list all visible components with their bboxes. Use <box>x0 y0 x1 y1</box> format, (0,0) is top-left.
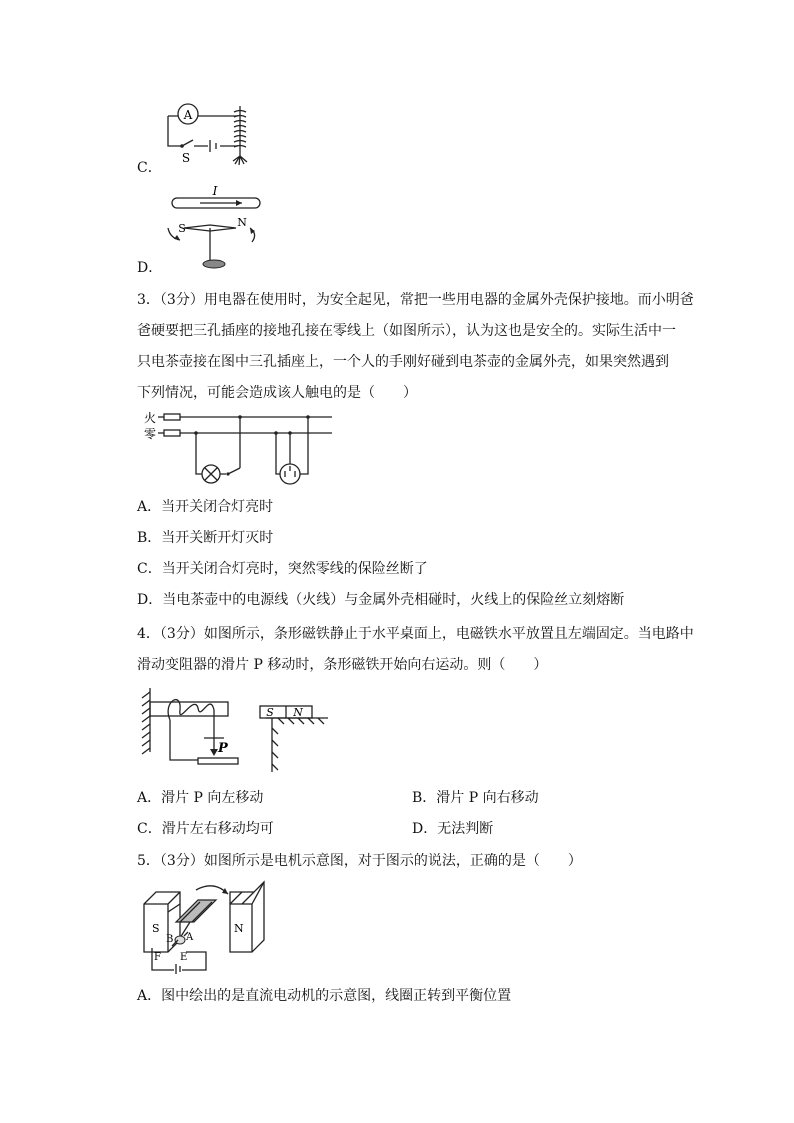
motor-north-label: N <box>234 922 244 935</box>
q3-line-1: 3．（3分）用电器在使用时，为安全起见，常把一些用电器的金属外壳保护接地。而小明爸 <box>137 292 694 308</box>
magnet-north-label: N <box>293 706 303 719</box>
live-wire-label: 火 <box>144 411 157 425</box>
option-d-label: D． <box>137 260 163 276</box>
q3-line-2: 爸硬要把三孔插座的接地孔接在零线上（如图所示），认为这也是安全的。实际生活中一 <box>137 323 676 339</box>
ammeter-symbol: A <box>183 108 193 122</box>
q4-option-d: D．无法判断 <box>412 821 494 837</box>
current-label: I <box>212 184 218 198</box>
motor-south-label: S <box>152 922 160 935</box>
ring-e-label: E <box>180 952 188 963</box>
north-pole-label: N <box>237 216 247 229</box>
brush-a-label: A <box>186 932 194 943</box>
q5-option-a: A．图中绘出的是直流电动机的示意图，线圈正转到平衡位置 <box>137 988 512 1004</box>
neutral-wire-label: 零 <box>144 427 157 441</box>
brush-b-label: B <box>166 934 174 945</box>
option-c-label: C． <box>137 160 162 176</box>
oersted-experiment-figure <box>160 184 270 274</box>
slider-label: P <box>218 741 228 756</box>
q5-line-1: 5．（3分）如图所示是电机示意图，对于图示的说法，正确的是（ ） <box>137 853 582 869</box>
q3-option-a: A．当开关闭合灯亮时 <box>137 499 274 515</box>
motor-diagram-figure <box>140 878 270 974</box>
q3-option-d: D．当电茶壶中的电源线（火线）与金属外壳相碰时，火线上的保险丝立刻熔断 <box>137 592 625 608</box>
q4-option-b: B．滑片 P 向右移动 <box>412 790 539 806</box>
electromagnet-magnet-figure <box>138 686 338 776</box>
switch-symbol: S <box>181 151 191 165</box>
south-pole-label: S <box>178 222 186 235</box>
q3-line-3: 只电茶壶接在图中三孔插座上，一个人的手刚好碰到电茶壶的金属外壳，如果突然遇到 <box>137 354 669 370</box>
q3-option-c: C．当开关闭合灯亮时，突然零线的保险丝断了 <box>137 561 428 577</box>
q4-option-a: A．滑片 P 向左移动 <box>137 790 264 806</box>
ring-f-label: F <box>154 952 161 963</box>
household-circuit-figure <box>140 408 340 488</box>
q4-option-c: C．滑片左右移动均可 <box>137 821 274 837</box>
q4-line-1: 4．（3分）如图所示，条形磁铁静止于水平桌面上，电磁铁水平放置且左端固定。当电路中 <box>137 626 694 642</box>
q3-option-b: B．当开关断开灯灭时 <box>137 530 274 546</box>
electromagnet-circuit-figure <box>160 100 270 172</box>
q3-line-4: 下列情况，可能会造成该人触电的是（ ） <box>137 385 417 401</box>
q4-line-2: 滑动变阻器的滑片 P 移动时，条形磁铁开始向右运动。则（ ） <box>137 657 548 673</box>
magnet-south-label: S <box>266 706 274 719</box>
